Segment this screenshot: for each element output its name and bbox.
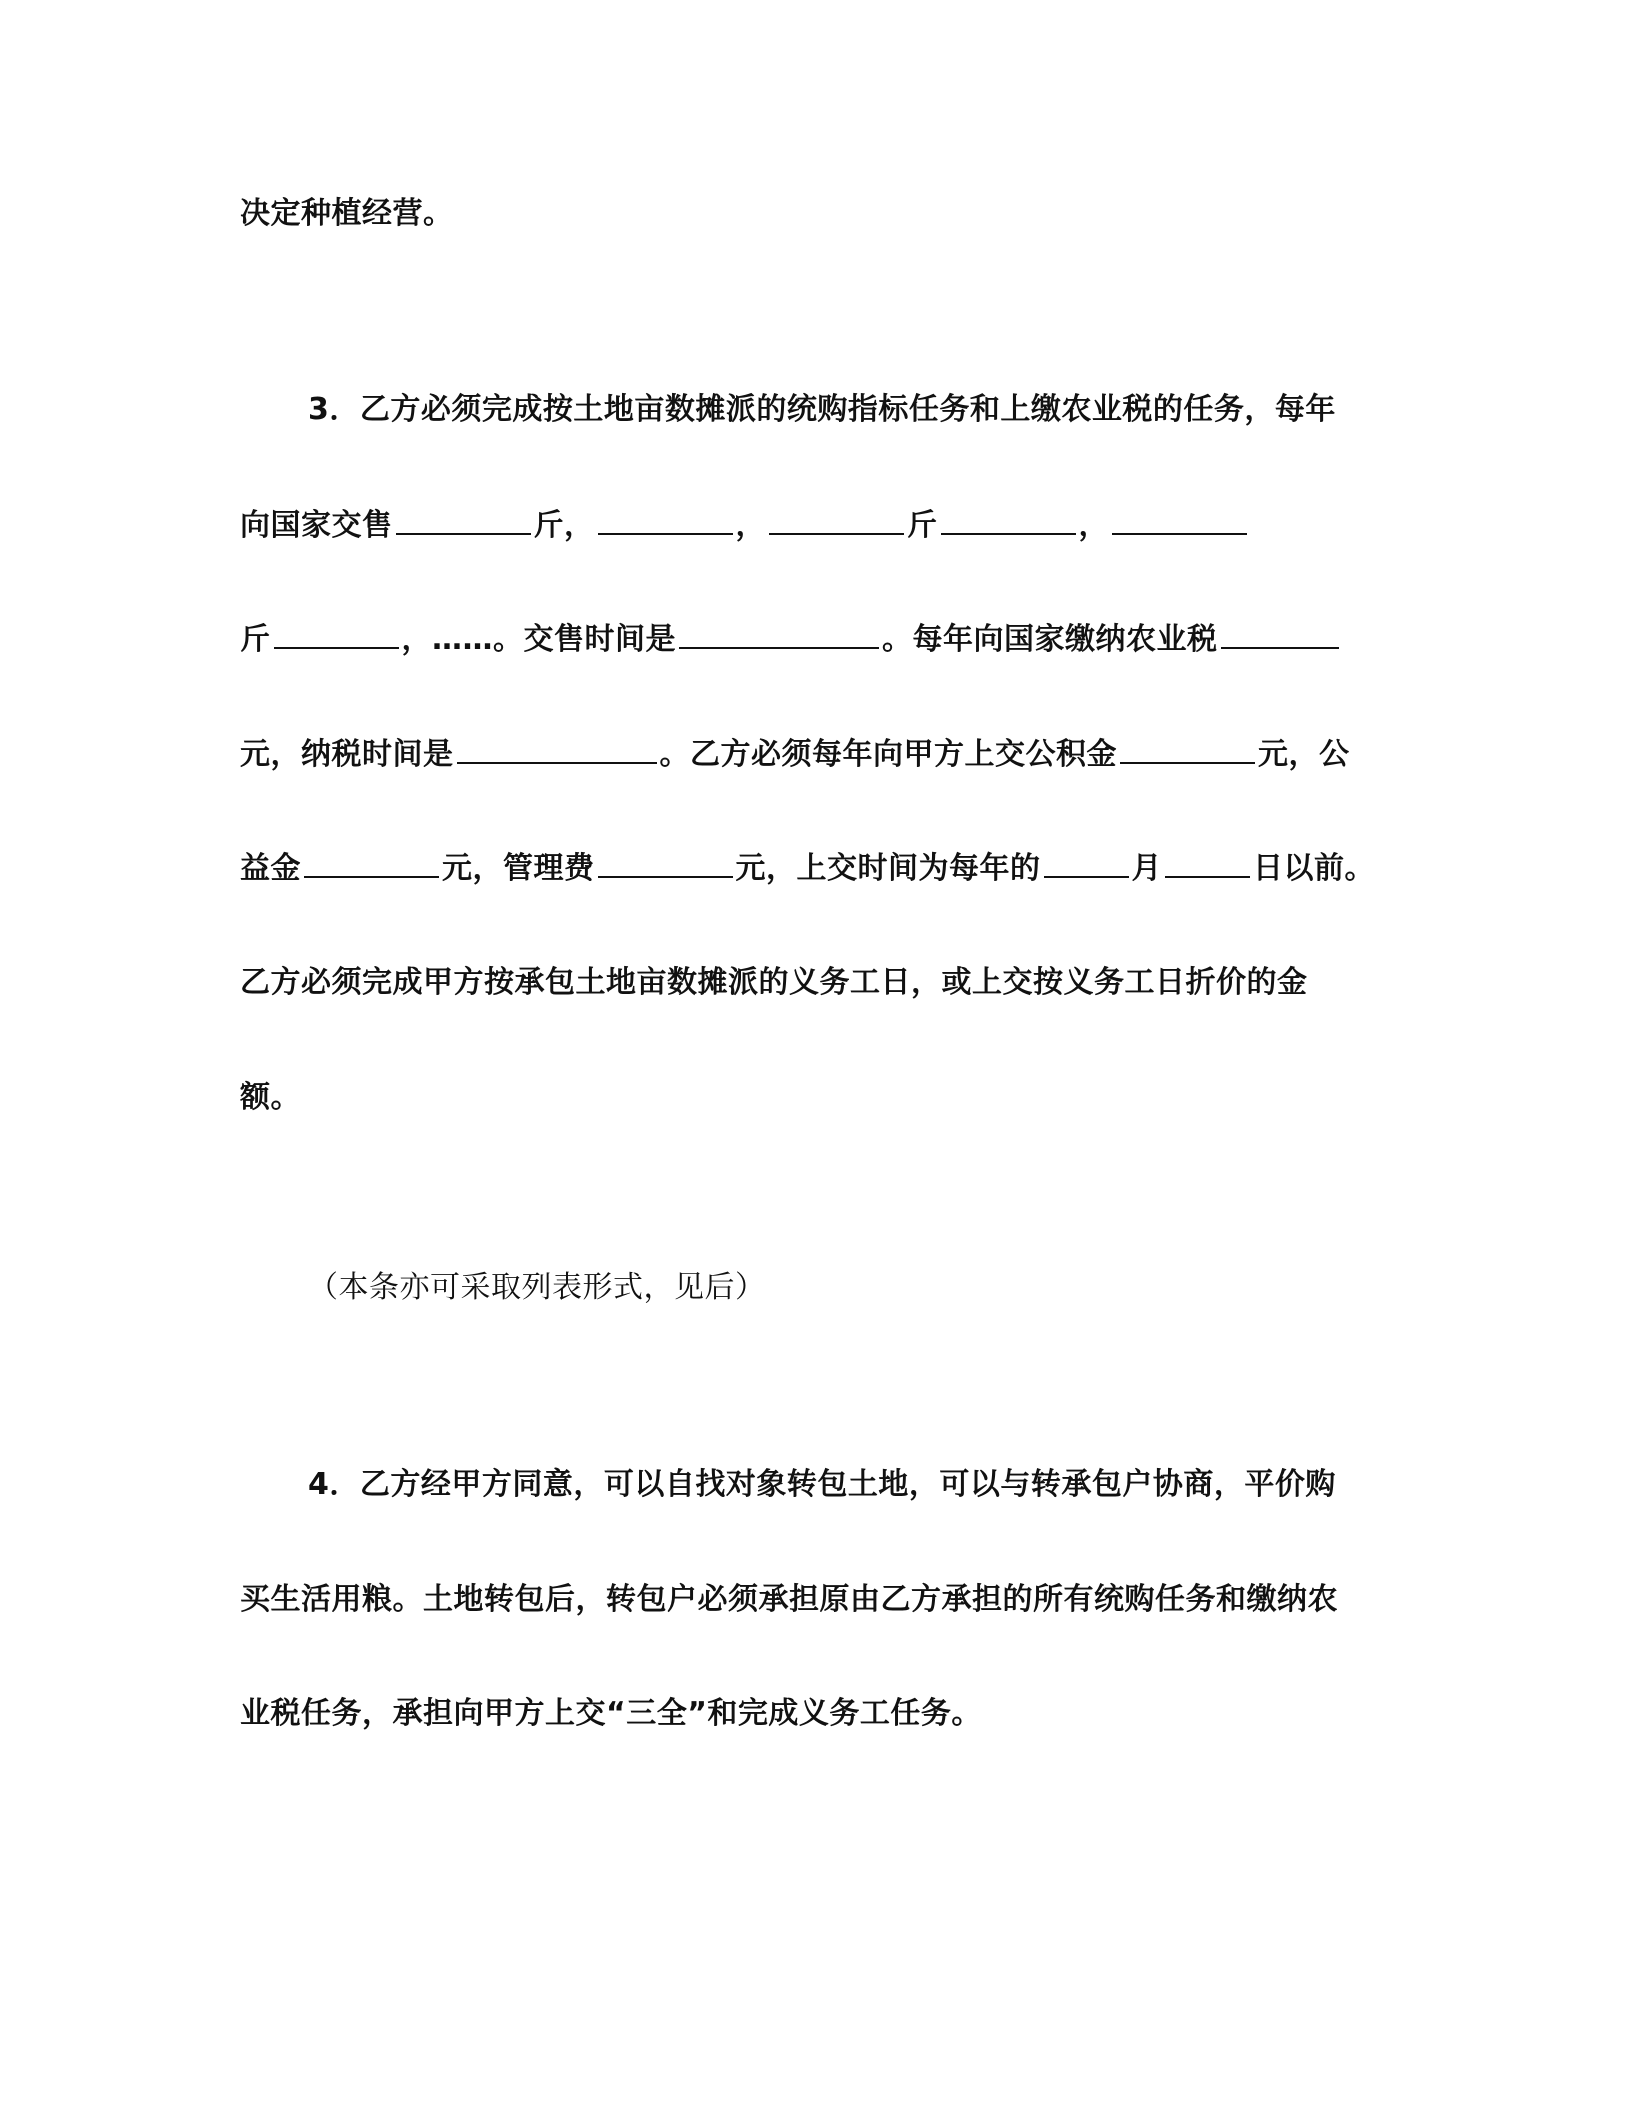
fill-blank[interactable] <box>1221 621 1339 649</box>
fill-blank[interactable] <box>679 621 879 649</box>
clause-3-text: 元，纳税时间是 <box>240 737 454 772</box>
clause-4-text: 买生活用粮。土地转包后，转包户必须承担原由乙方承担的所有统购任务和缴纳农 <box>240 1582 1338 1617</box>
clause-3-text: 斤， <box>533 508 595 543</box>
clause-3-text: 日以前。 <box>1253 851 1375 886</box>
text-line-2 <box>308 390 1336 430</box>
paragraph-end-text: 决定种植经营。 <box>240 196 454 231</box>
clause-4-text: 业税任务，承担向甲方上交“三全”和完成义务工任务。 <box>240 1696 982 1731</box>
clause-3-text: ， <box>1078 508 1109 543</box>
clause-3-text: ， <box>735 508 766 543</box>
clause-3-text: 元，上交时间为每年的 <box>735 851 1041 886</box>
fill-blank[interactable] <box>598 507 733 535</box>
text-line-8 <box>240 1078 301 1118</box>
clause-3-text: ，……。交售时间是 <box>401 622 676 657</box>
clause-3-text: 向国家交售 <box>240 508 393 543</box>
clause-3-text: 元，管理费 <box>442 851 595 886</box>
fill-blank[interactable] <box>1112 507 1247 535</box>
fill-blank[interactable] <box>769 507 904 535</box>
fill-blank[interactable] <box>1120 736 1255 764</box>
clause-3-text: 。乙方必须每年向甲方上交公积金 <box>659 737 1117 772</box>
clause-3-text: 元，公 <box>1258 737 1350 772</box>
fill-blank[interactable] <box>457 736 657 764</box>
clause-3-text: 。每年向国家缴纳农业税 <box>882 622 1218 657</box>
text-line-11 <box>240 1694 982 1734</box>
text-line-10 <box>240 1580 1338 1620</box>
text-line-3 <box>240 506 1250 546</box>
clause-3-text: 月 <box>1131 851 1162 886</box>
text-line-9 <box>308 1465 1336 1505</box>
fill-blank[interactable] <box>1165 850 1250 878</box>
clause-4-text: 4．乙方经甲方同意，可以自找对象转包土地，可以与转承包户协商，平价购 <box>308 1467 1336 1502</box>
fill-blank[interactable] <box>304 850 439 878</box>
note-line <box>308 1268 766 1308</box>
fill-blank[interactable] <box>598 850 733 878</box>
fill-blank[interactable] <box>941 507 1076 535</box>
clause-3-text: 3．乙方必须完成按土地亩数摊派的统购指标任务和上缴农业税的任务，每年 <box>308 392 1336 427</box>
clause-3-text: 额。 <box>240 1080 301 1115</box>
fill-blank[interactable] <box>274 621 399 649</box>
text-line-6 <box>240 849 1375 889</box>
fill-blank[interactable] <box>1044 850 1129 878</box>
clause-3-text: 斤 <box>907 508 938 543</box>
table-form-note: （本条亦可采取列表形式，见后） <box>308 1270 766 1305</box>
text-line-1 <box>240 194 454 234</box>
text-line-5 <box>240 735 1350 775</box>
fill-blank[interactable] <box>396 507 531 535</box>
clause-3-text: 益金 <box>240 851 301 886</box>
clause-3-text: 斤 <box>240 622 271 657</box>
text-line-4 <box>240 620 1342 660</box>
clause-3-text: 乙方必须完成甲方按承包土地亩数摊派的义务工日，或上交按义务工日折价的金 <box>240 965 1308 1000</box>
text-line-7 <box>240 963 1308 1003</box>
